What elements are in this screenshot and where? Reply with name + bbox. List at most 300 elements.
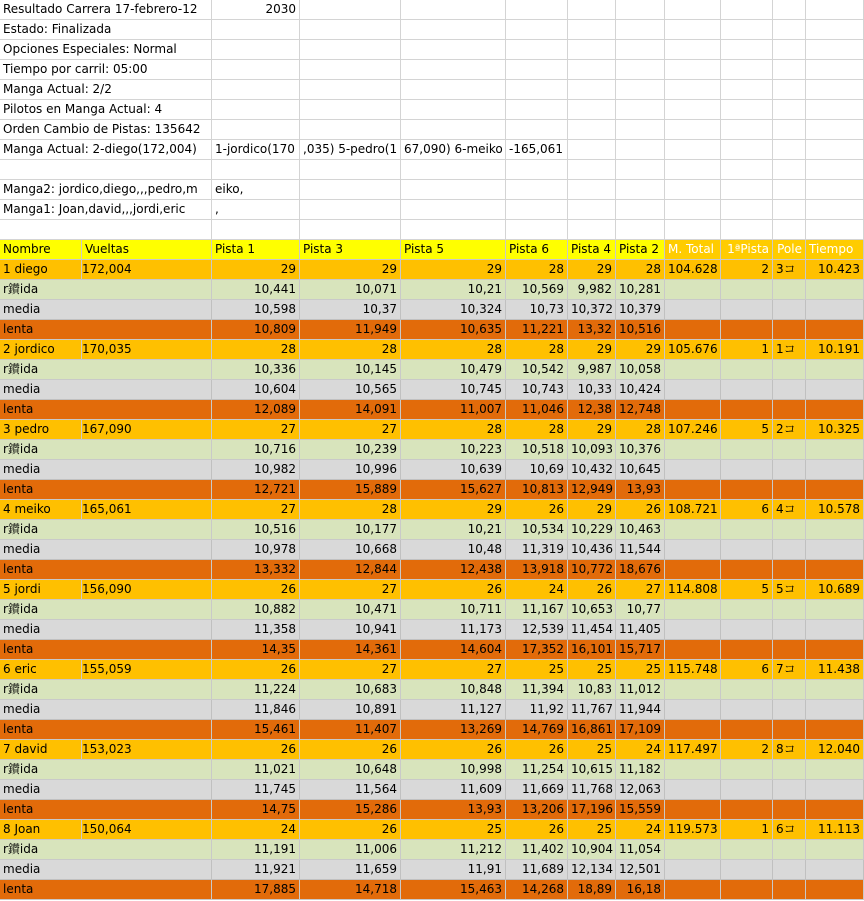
media-time[interactable]: 12,501 [616,860,665,880]
empty-cell[interactable] [665,100,721,120]
empty-cell[interactable] [300,200,401,220]
empty-cell[interactable] [506,0,568,20]
empty-cell[interactable] [721,40,773,60]
laps-cell[interactable]: 29 [300,260,401,280]
lenta-time[interactable]: 15,463 [401,880,506,900]
total-cell[interactable]: 115.748 [665,660,721,680]
rapida-time[interactable]: 10,516 [212,520,300,540]
media-label[interactable]: media [0,620,212,640]
rapida-time[interactable]: 11,012 [616,680,665,700]
media-time[interactable]: 11,454 [568,620,616,640]
info-cell[interactable]: Manga Actual: 2-diego(172,004) [0,140,212,160]
info-cell[interactable]: Estado: Finalizada [0,20,212,40]
laps-cell[interactable]: 25 [568,660,616,680]
empty-cell[interactable] [773,380,806,400]
rapida-time[interactable]: 10,239 [300,440,401,460]
empty-cell[interactable] [806,120,864,140]
laps-cell[interactable]: 25 [506,660,568,680]
primera-pista-cell[interactable] [721,580,773,600]
empty-cell[interactable] [806,540,864,560]
empty-cell[interactable] [401,60,506,80]
empty-cell[interactable] [806,140,864,160]
empty-cell[interactable] [773,80,806,100]
empty-cell[interactable] [773,160,806,180]
empty-cell[interactable] [212,40,300,60]
lenta-time[interactable]: 17,109 [616,720,665,740]
empty-cell[interactable] [721,780,773,800]
rapida-time[interactable]: 10,569 [506,280,568,300]
empty-cell[interactable] [568,80,616,100]
empty-cell[interactable] [721,300,773,320]
empty-cell[interactable] [721,480,773,500]
rapida-time[interactable]: 10,615 [568,760,616,780]
empty-cell[interactable] [616,100,665,120]
info-cell[interactable]: 2030 [212,0,300,20]
laps-cell[interactable]: 27 [616,580,665,600]
info-cell[interactable]: Orden Cambio de Pistas: 135642 [0,120,212,140]
empty-cell[interactable] [665,720,721,740]
laps-cell[interactable]: 24 [616,740,665,760]
media-time[interactable]: 10,668 [300,540,401,560]
lenta-time[interactable]: 17,196 [568,800,616,820]
lenta-time[interactable]: 13,206 [506,800,568,820]
lenta-time[interactable]: 16,18 [616,880,665,900]
lenta-label[interactable]: lenta [0,640,212,660]
tiempo-cell[interactable]: 10.689 [806,580,864,600]
column-header-pole[interactable]: Pole [773,240,806,260]
lenta-time[interactable]: 12,748 [616,400,665,420]
laps-cell[interactable]: 28 [506,340,568,360]
laps-cell[interactable]: 24 [212,820,300,840]
empty-cell[interactable] [806,380,864,400]
empty-cell[interactable] [773,720,806,740]
media-time[interactable]: 11,659 [300,860,401,880]
total-cell[interactable]: 117.497 [665,740,721,760]
laps-cell[interactable]: 25 [616,660,665,680]
empty-cell[interactable] [773,680,806,700]
total-cell[interactable]: 107.246 [665,420,721,440]
empty-cell[interactable] [806,280,864,300]
laps-cell[interactable]: 26 [300,740,401,760]
rapida-label[interactable]: r鑚ida [0,520,212,540]
empty-cell[interactable] [665,760,721,780]
laps-cell[interactable]: 28 [506,260,568,280]
laps-cell[interactable]: 29 [212,260,300,280]
empty-cell[interactable] [665,40,721,60]
lenta-time[interactable]: 14,091 [300,400,401,420]
empty-cell[interactable] [721,80,773,100]
lenta-time[interactable]: 11,407 [300,720,401,740]
lenta-label[interactable]: lenta [0,320,212,340]
empty-cell[interactable] [806,700,864,720]
driver-name[interactable]: 5 jordi [0,580,82,600]
laps-cell[interactable]: 29 [568,420,616,440]
driver-vueltas[interactable]: 172,004 [82,260,212,280]
media-label[interactable]: media [0,700,212,720]
empty-cell[interactable] [806,780,864,800]
media-label[interactable]: media [0,300,212,320]
empty-cell[interactable] [212,60,300,80]
info-cell[interactable]: , [212,200,300,220]
rapida-time[interactable]: 10,77 [616,600,665,620]
lenta-time[interactable]: 14,35 [212,640,300,660]
empty-cell[interactable] [773,60,806,80]
empty-cell[interactable] [806,0,864,20]
rapida-time[interactable]: 10,145 [300,360,401,380]
media-time[interactable]: 10,424 [616,380,665,400]
driver-vueltas[interactable]: 155,059 [82,660,212,680]
info-cell[interactable]: Manga2: jordico,diego,,,pedro,m [0,180,212,200]
empty-cell[interactable] [665,140,721,160]
column-header-pista-2[interactable]: Pista 2 [616,240,665,260]
lenta-time[interactable]: 11,007 [401,400,506,420]
empty-cell[interactable] [721,700,773,720]
empty-cell[interactable] [616,20,665,40]
laps-cell[interactable]: 26 [212,580,300,600]
empty-cell[interactable] [665,280,721,300]
empty-cell[interactable] [665,520,721,540]
empty-cell[interactable] [665,200,721,220]
rapida-time[interactable]: 10,653 [568,600,616,620]
empty-cell[interactable] [773,40,806,60]
empty-cell[interactable] [665,400,721,420]
media-time[interactable]: 10,73 [506,300,568,320]
empty-cell[interactable] [568,220,616,240]
empty-cell[interactable] [721,100,773,120]
empty-cell[interactable] [665,440,721,460]
media-time[interactable]: 12,134 [568,860,616,880]
empty-cell[interactable] [721,60,773,80]
laps-cell[interactable]: 28 [401,420,506,440]
lenta-time[interactable]: 15,627 [401,480,506,500]
primera-pista-cell[interactable] [721,660,773,680]
empty-cell[interactable] [665,300,721,320]
lenta-time[interactable]: 11,046 [506,400,568,420]
lenta-label[interactable]: lenta [0,880,212,900]
empty-cell[interactable] [806,600,864,620]
driver-vueltas[interactable]: 165,061 [82,500,212,520]
total-cell[interactable]: 105.676 [665,340,721,360]
empty-cell[interactable] [665,860,721,880]
empty-cell[interactable] [721,360,773,380]
empty-cell[interactable] [806,160,864,180]
empty-cell[interactable] [806,560,864,580]
lenta-time[interactable]: 16,861 [568,720,616,740]
lenta-time[interactable]: 12,721 [212,480,300,500]
empty-cell[interactable] [212,220,300,240]
info-cell[interactable]: Pilotos en Manga Actual: 4 [0,100,212,120]
driver-name[interactable]: 2 jordico [0,340,82,360]
empty-cell[interactable] [806,720,864,740]
media-time[interactable]: 11,669 [506,780,568,800]
empty-cell[interactable] [773,880,806,900]
laps-cell[interactable]: 26 [616,500,665,520]
laps-cell[interactable]: 29 [568,500,616,520]
empty-cell[interactable] [665,20,721,40]
media-time[interactable]: 10,598 [212,300,300,320]
empty-cell[interactable] [773,120,806,140]
empty-cell[interactable] [773,100,806,120]
empty-cell[interactable] [721,220,773,240]
media-time[interactable]: 10,33 [568,380,616,400]
empty-cell[interactable] [773,600,806,620]
empty-cell[interactable] [721,800,773,820]
lenta-time[interactable]: 13,93 [401,800,506,820]
empty-cell[interactable] [721,640,773,660]
rapida-time[interactable]: 10,177 [300,520,401,540]
media-time[interactable]: 10,37 [300,300,401,320]
empty-cell[interactable] [665,700,721,720]
info-cell[interactable]: eiko, [212,180,300,200]
empty-cell[interactable] [568,140,616,160]
empty-cell[interactable] [806,360,864,380]
lenta-time[interactable]: 12,844 [300,560,401,580]
primera-pista-cell[interactable] [721,500,773,520]
media-time[interactable]: 10,604 [212,380,300,400]
tiempo-cell[interactable]: 11.113 [806,820,864,840]
empty-cell[interactable] [300,20,401,40]
empty-cell[interactable] [773,480,806,500]
lenta-time[interactable]: 10,516 [616,320,665,340]
tiempo-cell[interactable]: 12.040 [806,740,864,760]
info-cell[interactable]: Manga1: Joan,david,,,jordi,eric [0,200,212,220]
empty-cell[interactable] [806,840,864,860]
empty-cell[interactable] [806,40,864,60]
laps-cell[interactable]: 28 [300,500,401,520]
media-label[interactable]: media [0,460,212,480]
empty-cell[interactable] [506,80,568,100]
lenta-time[interactable]: 15,889 [300,480,401,500]
empty-cell[interactable] [212,120,300,140]
laps-cell[interactable]: 24 [616,820,665,840]
laps-cell[interactable]: 26 [401,580,506,600]
media-time[interactable]: 10,745 [401,380,506,400]
lenta-time[interactable]: 13,32 [568,320,616,340]
rapida-time[interactable]: 10,471 [300,600,401,620]
empty-cell[interactable] [806,520,864,540]
empty-cell[interactable] [506,180,568,200]
empty-cell[interactable] [506,40,568,60]
rapida-label[interactable]: r鑚ida [0,840,212,860]
empty-cell[interactable] [300,0,401,20]
lenta-time[interactable]: 10,772 [568,560,616,580]
pole-cell[interactable]: 8コ [773,740,806,760]
empty-cell[interactable] [806,620,864,640]
media-time[interactable]: 10,432 [568,460,616,480]
empty-cell[interactable] [721,440,773,460]
empty-cell[interactable] [773,860,806,880]
empty-cell[interactable] [300,60,401,80]
lenta-label[interactable]: lenta [0,480,212,500]
lenta-time[interactable]: 18,676 [616,560,665,580]
lenta-time[interactable]: 13,93 [616,480,665,500]
rapida-time[interactable]: 10,711 [401,600,506,620]
empty-cell[interactable] [568,200,616,220]
empty-cell[interactable] [773,440,806,460]
pole-cell[interactable]: 3コ [773,260,806,280]
empty-cell[interactable] [568,120,616,140]
pole-cell[interactable]: 5コ [773,580,806,600]
column-header-pista-3[interactable]: Pista 3 [300,240,401,260]
media-time[interactable]: 11,319 [506,540,568,560]
lenta-label[interactable]: lenta [0,720,212,740]
empty-cell[interactable] [616,160,665,180]
driver-vueltas[interactable]: 170,035 [82,340,212,360]
laps-cell[interactable]: 28 [212,340,300,360]
empty-cell[interactable] [212,160,300,180]
laps-cell[interactable]: 25 [568,740,616,760]
info-cell[interactable]: 67,090) 6-meiko [401,140,506,160]
empty-cell[interactable] [212,80,300,100]
empty-cell[interactable] [506,220,568,240]
rapida-time[interactable]: 11,054 [616,840,665,860]
empty-cell[interactable] [401,160,506,180]
driver-vueltas[interactable]: 156,090 [82,580,212,600]
media-time[interactable]: 11,92 [506,700,568,720]
column-header-pista-6[interactable]: Pista 6 [506,240,568,260]
empty-cell[interactable] [568,160,616,180]
primera-pista-cell[interactable] [721,740,773,760]
empty-cell[interactable] [568,40,616,60]
media-time[interactable]: 11,745 [212,780,300,800]
lenta-label[interactable]: lenta [0,400,212,420]
rapida-time[interactable]: 10,683 [300,680,401,700]
empty-cell[interactable] [568,60,616,80]
media-time[interactable]: 10,996 [300,460,401,480]
rapida-time[interactable]: 9,982 [568,280,616,300]
lenta-time[interactable]: 16,101 [568,640,616,660]
empty-cell[interactable] [300,180,401,200]
empty-cell[interactable] [300,40,401,60]
laps-cell[interactable]: 29 [401,500,506,520]
empty-cell[interactable] [773,400,806,420]
empty-cell[interactable] [721,200,773,220]
media-time[interactable]: 10,565 [300,380,401,400]
lenta-time[interactable]: 14,75 [212,800,300,820]
empty-cell[interactable] [506,20,568,40]
empty-cell[interactable] [773,460,806,480]
rapida-time[interactable]: 11,191 [212,840,300,860]
info-cell[interactable]: -165,061 [506,140,568,160]
empty-cell[interactable] [665,840,721,860]
rapida-time[interactable]: 9,987 [568,360,616,380]
empty-cell[interactable] [806,180,864,200]
empty-cell[interactable] [806,400,864,420]
rapida-time[interactable]: 11,182 [616,760,665,780]
laps-cell[interactable]: 27 [300,660,401,680]
empty-cell[interactable] [401,180,506,200]
media-time[interactable]: 11,544 [616,540,665,560]
rapida-time[interactable]: 10,882 [212,600,300,620]
empty-cell[interactable] [665,220,721,240]
empty-cell[interactable] [773,220,806,240]
rapida-label[interactable]: r鑚ida [0,440,212,460]
empty-cell[interactable] [665,0,721,20]
column-header-pista-4[interactable]: Pista 4 [568,240,616,260]
laps-cell[interactable]: 26 [212,660,300,680]
rapida-time[interactable]: 11,006 [300,840,401,860]
media-time[interactable]: 10,891 [300,700,401,720]
empty-cell[interactable] [616,40,665,60]
laps-cell[interactable]: 26 [568,580,616,600]
empty-cell[interactable] [773,620,806,640]
total-cell[interactable]: 104.628 [665,260,721,280]
empty-cell[interactable] [616,60,665,80]
rapida-time[interactable]: 10,479 [401,360,506,380]
empty-cell[interactable] [506,160,568,180]
empty-cell[interactable] [665,540,721,560]
media-time[interactable]: 11,127 [401,700,506,720]
lenta-time[interactable]: 14,718 [300,880,401,900]
info-cell[interactable]: Resultado Carrera 17-febrero-12 [0,0,212,20]
laps-cell[interactable]: 29 [401,260,506,280]
empty-cell[interactable] [665,780,721,800]
media-time[interactable]: 10,639 [401,460,506,480]
media-time[interactable]: 11,91 [401,860,506,880]
empty-cell[interactable] [401,0,506,20]
driver-name[interactable]: 8 Joan [0,820,82,840]
driver-name[interactable]: 4 meiko [0,500,82,520]
empty-cell[interactable] [773,800,806,820]
empty-cell[interactable] [806,60,864,80]
empty-cell[interactable] [212,100,300,120]
laps-cell[interactable]: 27 [300,580,401,600]
lenta-time[interactable]: 14,769 [506,720,568,740]
media-time[interactable]: 11,564 [300,780,401,800]
empty-cell[interactable] [721,760,773,780]
empty-cell[interactable] [773,840,806,860]
laps-cell[interactable]: 26 [506,820,568,840]
empty-cell[interactable] [665,800,721,820]
empty-cell[interactable] [773,140,806,160]
empty-cell[interactable] [806,100,864,120]
rapida-time[interactable]: 10,229 [568,520,616,540]
rapida-time[interactable]: 11,394 [506,680,568,700]
empty-cell[interactable] [721,380,773,400]
media-time[interactable]: 10,48 [401,540,506,560]
rapida-time[interactable]: 10,21 [401,520,506,540]
empty-cell[interactable] [568,0,616,20]
rapida-time[interactable]: 10,716 [212,440,300,460]
empty-cell[interactable] [665,560,721,580]
lenta-time[interactable]: 12,438 [401,560,506,580]
pole-cell[interactable]: 1コ [773,340,806,360]
tiempo-cell[interactable]: 10.423 [806,260,864,280]
tiempo-cell[interactable]: 10.325 [806,420,864,440]
media-time[interactable]: 10,941 [300,620,401,640]
media-time[interactable]: 10,372 [568,300,616,320]
empty-cell[interactable] [300,120,401,140]
empty-cell[interactable] [665,180,721,200]
laps-cell[interactable]: 29 [568,260,616,280]
rapida-time[interactable]: 10,441 [212,280,300,300]
empty-cell[interactable] [806,860,864,880]
laps-cell[interactable]: 28 [616,260,665,280]
laps-cell[interactable]: 28 [300,340,401,360]
tiempo-cell[interactable]: 11.438 [806,660,864,680]
empty-cell[interactable] [806,640,864,660]
media-time[interactable]: 11,609 [401,780,506,800]
lenta-time[interactable]: 18,89 [568,880,616,900]
media-time[interactable]: 10,978 [212,540,300,560]
media-time[interactable]: 11,768 [568,780,616,800]
empty-cell[interactable] [773,0,806,20]
empty-cell[interactable] [806,680,864,700]
column-header-pista-1[interactable]: Pista 1 [212,240,300,260]
rapida-time[interactable]: 10,534 [506,520,568,540]
empty-cell[interactable] [665,460,721,480]
media-label[interactable]: media [0,860,212,880]
